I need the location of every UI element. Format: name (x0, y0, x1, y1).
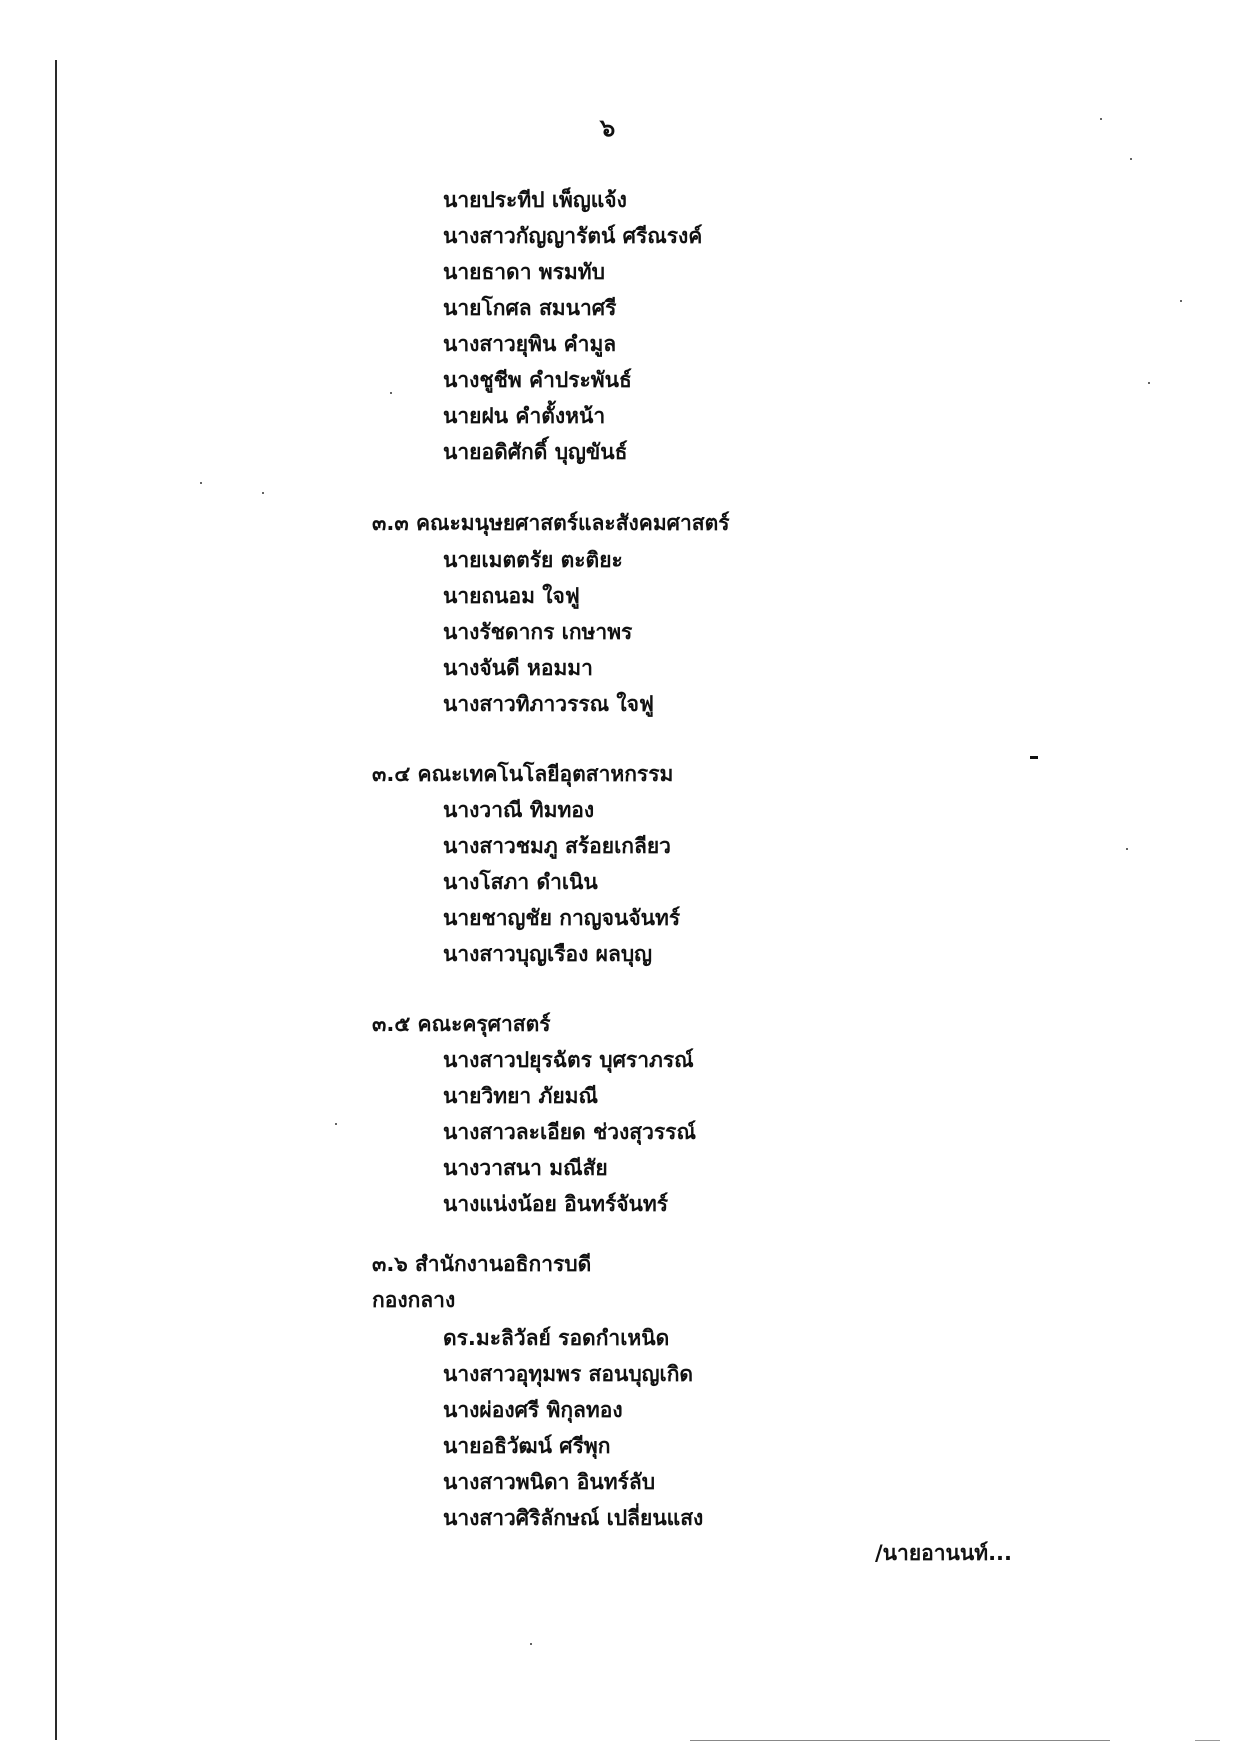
scan-edge-line-right (1195, 1740, 1220, 1741)
page-number: ๖ (600, 114, 616, 142)
list-item: นางแน่งน้อย อินทร์จันทร์ (443, 1192, 669, 1216)
section-heading-3-6: ๓.๖ สำนักงานอธิการบดี (372, 1252, 592, 1276)
section-heading-3-3: ๓.๓ คณะมนุษยศาสตร์และสังคมศาสตร์ (372, 511, 730, 535)
list-item: ดร.มะลิวัลย์ รอดกำเหนิด (443, 1326, 670, 1350)
list-item: นายอดิศักดิ์ บุญขันธ์ (443, 440, 628, 464)
list-item: นายชาญชัย กาญจนจันทร์ (443, 906, 681, 930)
list-item: นางสาวกัญญารัตน์ ศรีณรงค์ (443, 224, 703, 248)
scan-speck (1148, 382, 1150, 384)
list-item: นางสาวศิริลักษณ์ เปลี่ยนแสง (443, 1506, 704, 1530)
scan-speck (1126, 848, 1128, 850)
scan-speck (200, 482, 202, 484)
scan-mark (1030, 756, 1038, 759)
list-item: นางสาวชมภู สร้อยเกลียว (443, 834, 671, 858)
subsection-heading: กองกลาง (372, 1288, 456, 1312)
list-item: นางชูชีพ คำประพันธ์ (443, 368, 632, 392)
scan-speck (390, 392, 392, 394)
list-item: นางสาวละเอียด ช่วงสุวรรณ์ (443, 1120, 696, 1144)
scan-speck (1100, 118, 1102, 120)
section-heading-3-5: ๓.๕ คณะครุศาสตร์ (372, 1012, 551, 1036)
list-item: นายประทีป เพ็ญแจ้ง (443, 188, 627, 212)
list-item: นางสาวปยุรฉัตร บุศราภรณ์ (443, 1048, 694, 1072)
list-item: นางวาสนา มณีสัย (443, 1156, 608, 1180)
list-item: นายอธิวัฒน์ ศรีพุก (443, 1434, 611, 1458)
list-item: นางสาวบุญเรือง ผลบุญ (443, 942, 653, 966)
list-item: นางสาวอุทุมพร สอนบุญเกิด (443, 1362, 694, 1386)
list-item: นายเมตตรัย ตะติยะ (443, 548, 623, 572)
list-item: นางสาวยุพิน คำมูล (443, 332, 617, 356)
list-item: นางวาณี ทิมทอง (443, 798, 595, 822)
list-item: นายวิทยา ภัยมณี (443, 1084, 598, 1108)
list-item: นายถนอม ใจฟู (443, 584, 580, 608)
scan-speck (335, 1123, 337, 1125)
list-item: นางรัชดากร เกษาพร (443, 620, 633, 644)
list-item: นายโกศล สมนาศรี (443, 296, 617, 320)
list-item: นายธาดา พรมทับ (443, 260, 605, 284)
scan-speck (1130, 158, 1132, 160)
list-item: นางสาวพนิดา อินทร์ลับ (443, 1470, 656, 1494)
list-item: นางสาวทิภาวรรณ ใจฟู (443, 692, 654, 716)
list-item: นางจันดี หอมมา (443, 656, 593, 680)
scan-edge-line (690, 1740, 1110, 1741)
continuation-footer: /นายอานนท์... (875, 1541, 1013, 1565)
scan-speck (530, 1643, 532, 1645)
list-item: นายฝน คำตั้งหน้า (443, 404, 606, 428)
list-item: นางโสภา ดำเนิน (443, 870, 598, 894)
section-heading-3-4: ๓.๔ คณะเทคโนโลยีอุตสาหกรรม (372, 762, 674, 786)
scan-speck (1180, 300, 1182, 302)
binding-margin-line (55, 60, 57, 1740)
scan-speck (262, 492, 264, 494)
list-item: นางผ่องศรี พิกุลทอง (443, 1398, 623, 1422)
